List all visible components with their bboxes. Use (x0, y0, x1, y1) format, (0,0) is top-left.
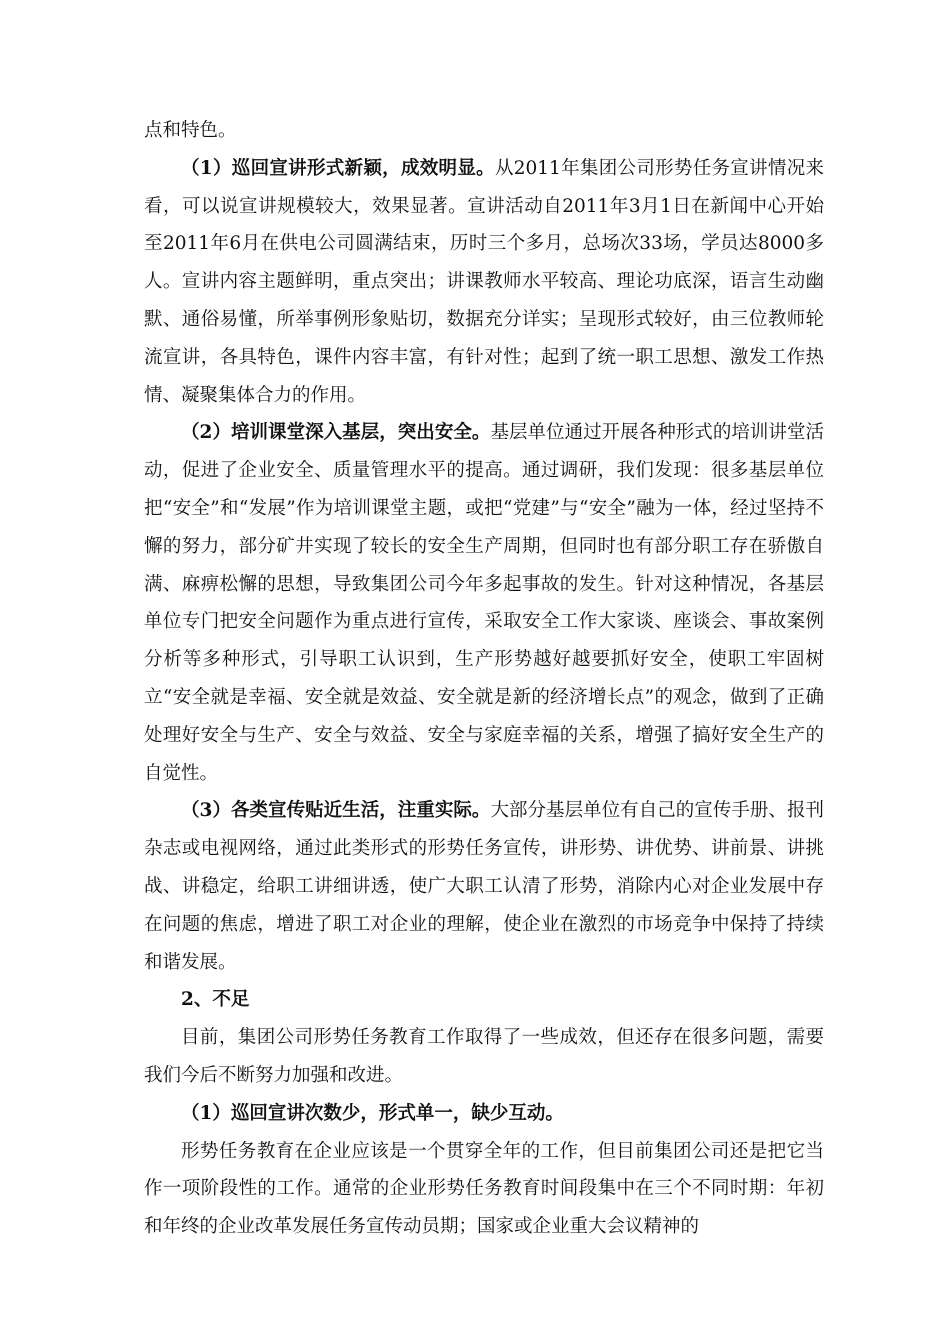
paragraph-3-lead: （2）培训课堂深入基层，突出安全。 (181, 422, 491, 444)
paragraph-4-text: 大部分基层单位有自己的宣传手册、报刊杂志或电视网络，通过此类形式的形势任务宣传，讲形势、讲优势、讲前景、讲挑战、讲稳定，给职工讲细讲透，使广大职工认清了形势，消除内心对企业发展中存在问题的焦虑，增进了职工对企业的理解，使企业在激烈的市场竞争中保持了持续和谐发展。 (144, 800, 824, 973)
paragraph-1-text: 点和特色。 (144, 120, 237, 141)
paragraph-4-lead: （3）各类宣传贴近生活，注重实际。 (181, 800, 491, 822)
paragraph-2-text: 从2011年集团公司形势任务宣讲情况来看，可以说宣讲规模较大，效果显著。宣讲活动自2011年3月1日在新闻中心开始至2011年6月在供电公司圆满结束，历时三个多月，总场次33场，学员达8000多人。宣讲内容主题鲜明，重点突出；讲课教师水平较高、理论功底深，语言生动幽默、通俗易懂，所举事例形象贴切，数据充分详实；呈现形式较好，由三位教师轮流宣讲，各具特色，课件内容丰富，有针对性；起到了统一职工思想、激发工作热情、凝聚集体合力的作用。 (144, 157, 824, 406)
paragraph-2 (144, 150, 824, 415)
paragraph-8-text: 形势任务教育在企业应该是一个贯穿全年的工作，但目前集团公司还是把它当作一项阶段性的工作。通常的企业形势任务教育时间段集中在三个不同时期：年初和年终的企业改革发展任务宣传动员期；国家或企业重大会议精神的 (144, 1140, 824, 1238)
paragraph-3 (144, 414, 824, 792)
paragraph-2-lead: （1）巡回宣讲形式新颖，成效明显。 (181, 157, 495, 179)
document-page (144, 112, 824, 1246)
paragraph-6-text: 目前，集团公司形势任务教育工作取得了一些成效，但还存在很多问题，需要我们今后不断努力加强和改进。 (144, 1027, 824, 1086)
paragraph-4 (144, 792, 824, 981)
paragraph-3-text: 基层单位通过开展各种形式的培训讲堂活动，促进了企业安全、质量管理水平的提高。通过调研，我们发现：很多基层单位把“安全”和“发展”作为培训课堂主题，或把“党建”与“安全”融为一体，经过坚持不懈的努力，部分矿井实现了较长的安全生产周期，但同时也有部分职工存在骄傲自满、麻痹松懈的思想，导致集团公司今年多起事故的发生。针对这种情况，各基层单位专门把安全问题作为重点进行宣传，采取安全工作大家谈、座谈会、事故案例分析等多种形式，引导职工认识到，生产形势越好越要抓好安全，使职工牢固树立“安全就是幸福、安全就是效益、安全就是新的经济增长点”的观念，做到了正确处理好安全与生产、安全与效益、安全与家庭幸福的关系，增强了搞好安全生产的自觉性。 (144, 422, 824, 784)
paragraph-1 (144, 112, 824, 150)
section-heading-shortcomings (144, 981, 824, 1019)
paragraph-6 (144, 1019, 824, 1095)
subheading-1 (144, 1095, 824, 1133)
subheading-1-lead: （1）巡回宣讲次数少，形式单一，缺少互动。 (181, 1102, 564, 1124)
section-heading-lead: 2、不足 (181, 989, 250, 1011)
paragraph-8 (144, 1133, 824, 1246)
